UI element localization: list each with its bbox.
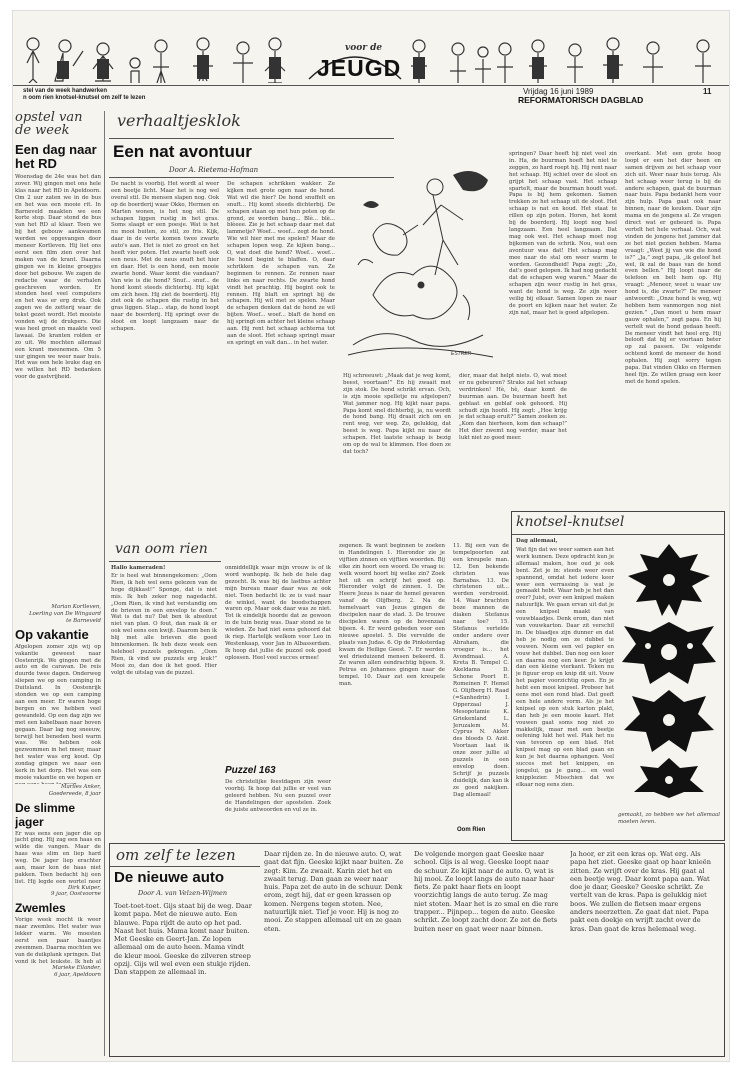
- oom-rien-col-3: zegenen. Ik want beginnen te zoeken in Handelingen 1. Hierondor zie je vijftien zinnen en vijftien woorden. Bij elke zin hoort een woord. De vraag is: welk woord hoort bij welke zin? Zoek het uit en schrijf het goed op. Hieronder volgt de zinnen. 1. De Heere Jezus is naar de hemel gevaren vanaf de Olijfberg. 2. Na de hemelvaart van Jezus gingen de discipelen naar de stad. 3. De trouwe discipelen waren op de bovenzaal bijeen. 4. Er werd gebeden voor een nieuwe apostel. 5. Die vervulde de plaats van Judas. 6. Op de Pinksterdag kwam de Heilige Geest. 7. Er werden wel drieduizend mensen bekeerd. 8. Ze waren allen eendrachtig bijeen. 9. Petrus en Johannes gingen naar de tempel. 10. Daar zat een kreupele man.: [339, 543, 445, 688]
- story-headline: Een nat avontuur: [113, 142, 252, 161]
- article-slimme-jager-body: Er was eens een jager die op jacht ging. Hij zag een haas en wilde die vangen. Maar de haas was slim en liep hard weg. De jager liep erachter aan, maar kon de haas niet pakken. Toen bedacht hij een list. Hij legde een wortel neer: [15, 830, 101, 885]
- knutsel-box: [511, 511, 725, 841]
- headline-op-vakantie: Op vakantie: [15, 626, 89, 642]
- sig-name: Marieke Eilander,: [52, 965, 101, 972]
- story-col-2: De schapen schrikken wakker. Ze kijken met grote ogen naar de hond. Wat wil die hier? De hond snuffelt en snuft... Hij komt steeds dichterbij. De schapen staan op met hun poten op de grond, ze worden bang... Blè... blè... blèeee. Zie je het schaap daar met dat lammetje? Woef... woef... zegt de hond. Wie wil hier met me spelen? Maar de schapen lopen weg. Ze kijken bang... O, wat doet die hond? Woef... woef... De hond begint te blaffen. O, daar schrikken de schapen van. Ze beginnen te rennen. Ze rennen naar links en naar rechts. De zwarte hond vindt het prachtig. Hij begint ook te rennen. Hij blaft en springt bij de schapen. Hij wil met ze spelen. Maar de schapen denken dat de hond ze wil bijten. Woef... woef... blaft de hond en hij springt om achter het kleine schaap aan. Hij rent het schaap achterna tot aan de sloot. Het schaap springt maar en springt en valt dan... in het water.: [227, 181, 335, 346]
- story-col-3: Hij schreeuwt: „Maak dat je weg komt, beest, voortaan!” En hij zwaait met zijn stok. De hond schrikt ervan. Och, is zijn mooie spelletje nu afgelopen? Wat jammer nog. Hij kijkt naar papa. Papa komt snel dichterbij, ja, nu wordt de hond bang. Hij draait zich om en rent weg, ver weg. Zo, gelukkig, dat beest is weg. Papa kijkt nu naar de schapen. Het laatste schaap is bezig om op de wal te klimmen. Hoe doen ze dat toch?: [343, 373, 451, 455]
- oom-rien-rule: [109, 561, 221, 562]
- section-opstel: opstel van de week: [15, 111, 83, 138]
- sig-name: Marlies Anker,: [61, 783, 101, 790]
- section-zelf-lezen: om zelf te lezen: [116, 846, 236, 864]
- section-knutsel: knotsel-knutsel: [516, 514, 625, 530]
- zelf-lezen-box: [109, 843, 725, 1057]
- page-number: 11: [703, 87, 712, 96]
- left-column: [15, 111, 101, 1056]
- paper-cut-figure: [618, 540, 720, 802]
- story-rule: [109, 138, 394, 139]
- newspaper-title: REFORMATORISCH DAGBLAD: [518, 95, 644, 103]
- article-op-vakantie-sig: [15, 784, 101, 798]
- headline-zwemles: Zwemles: [15, 901, 66, 916]
- headline-een-dag: Een dag naar het RD: [15, 142, 97, 171]
- oom-rien-signoff: Oom Rien: [457, 827, 486, 833]
- story-col-1: De nacht is voorbij. Het wordt al weer een beetje licht. Maar het is nog wel overal stil. De mensen slapen nog. Ook op de boerderij waar Okko, Hermen en Marten wonen, is het nog stil. De schapen liggen rustig in het gras. Soms slaapt er een poesje. Wat is het nu mooi buiten, zo stil, zo fris. Kijk, daar in de verte komen twee zwarte auto's aan. Het is niet zo groot en het heeft vier poten. Het zwarte heeft ook een neus. Met de neus snuft het hier en daar. Het is een hond, een mooie zwarte hond. Waar komt die vandaan? Van wie is die hond? Snuf... snuf... de hond komt steeds dichterbij. Hij kijkt om zich heen. Hij ziet de boerderij. Hij ziet ook de schapen die rustig in het gras liggen. Stap... stap, de hond loopt naar de boerderij. Hij springt over de sloot en loopt langzaam naar de schapen.: [111, 181, 219, 333]
- issue-date: Vrijdag 16 juni 1989: [523, 87, 594, 96]
- zelf-lezen-headline: De nieuwe auto: [114, 869, 225, 886]
- puzzle-intro: De christelijke feestdagen zijn weer voorbij. Ik hoop dat jullie er veel van geleerd hebben. Nu een puzzel over de Handelingen der apostelen. Zoek de juiste antwoorden en vul ze in.: [225, 779, 331, 813]
- zelf-lezen-byline: Door A. van Velzen-Wijmen: [138, 889, 228, 897]
- left-column-divider: [104, 111, 105, 1056]
- zelf-lezen-col-4: Ja hoor, er zit een kras op. Wat erg. Als papa het ziet. Geeske gaat op haar knieën zitten. Ze wrijft over de kras. Hij gaat al een beetje weg. Daar komt papa aan. Wat doe je daar, Geeske? Geeske schrikt. Ze vertelt van de kras. Papa is gelukkig niet boos. We zullen de fietsen maar ergens anders neerzetten. Ze gaat dat niet. Papa pakt een doekje en wrijft zacht over de kras. Dan gaat de kras helemaal weg.: [570, 850, 711, 933]
- sig-place: 9 jaar, Oostvoorne: [50, 891, 101, 898]
- knutsel-caption: gemaakt, zo hebben we het allemaal moeten leren.: [618, 812, 720, 825]
- story-col-6: overkant. Met een grote boog loopt er een het dier heen en samen drijven ze het schaap voor zich uit. Weer naar huis terug. Als het schaap weer terug is bij de andere schapen, gaat de buurman naar huis. Papa bedankt hem voor zijn hulp. Papa gaat ook naar binnen, naar de keuken. Daar zijn mama en de jongens al. Ze vragen direct wat er gebeurd is. Papa vertelt het hele verhaal. Och, wat vinden de jongens het jammer dat ze het niet gezien hebben. Mama vraagt: „Weet jij van wie die hond is?” „Ja,” zegt papa, „ik geloof het wel, ik zal de baas van de hond even bellen.” Hij loopt naar de telefoon en belt hem op. Hij vraagt: „Meneer, weet u waar uw hond is, die zwarte?” De meneer antwoordt: „Onze hond is weg, wij hebben hem vanmorgen nog niet gezien.” „Dan moet u hem maar gauw ophalen,” zegt papa. En hij vertelt wat de hond gedaan heeft. De meneer vindt het heel erg. Hij belooft dat hij er voortaan beter op zal passen. De volgende ochtend komt de meneer de hond ophalen. Hij zegt sorry tegen papa. Dat vinden Okko en Hermen heel fijn. Ze willen graag een keer met de hond spelen.: [625, 151, 721, 385]
- sig-name: Dirk Kuiper,: [67, 884, 101, 891]
- sig-place: Goedereede, 8 jaar: [48, 790, 101, 797]
- zelf-lezen-rule: [110, 866, 260, 867]
- section-oom-rien: van oom rien: [115, 541, 208, 557]
- oom-rien-section: [109, 541, 509, 841]
- section-verhaaltjesklok: verhaaltjesklok: [117, 111, 241, 130]
- masthead-logo: [305, 41, 405, 83]
- sig-place: 6 jaar, Apeldoorn: [54, 972, 101, 979]
- story-illustration: [343, 145, 499, 365]
- zelf-lezen-col-1: Toet-toet-toet. Gijs staat bij de weg. Daar komt papa. Met de nieuwe auto. Een blauwe. Papa rijdt de auto op het pad. Naast het huis. Mama komt naar buiten. Met Geeske en Geert-Jan. Ze lopen allemaal om de auto heen. Mama vindt de kleur mooi. Geeske de zilveren streep opzij. Gijs wil wel even een stukje rijden. Dan stappen ze allemaal in.: [114, 902, 252, 977]
- masthead-left-line2: n oom rien knotsel-knutsel om zelf te lezen: [23, 95, 146, 101]
- illustration-signature: ESTRER: [451, 351, 472, 357]
- oom-rien-greeting: Hallo kameraden!: [111, 565, 166, 571]
- logo-main-text: JEUGD: [317, 55, 402, 81]
- logo-top-text: voor de: [345, 43, 383, 53]
- story-col-4: dier, maar dat helpt niets. O, wat moet er nu gebeuren? Straks zal het schaap verdrinken! Hè, hè, daar komt de buurman aan. De buurman heeft het geblaat en geblaf ook gehoord. Hij schudt zijn hoofd. Hij zegt: „Hoe krijg je dat schaap eruit?” Samen zoeken ze. „Kom dan hierheen, kom dan schaap!” Het dier zwemt nog verder, maar het lukt niet zo goed meer.: [459, 373, 567, 442]
- article-zwemles-body: Vorige week mocht ik weer naar zwemles. Het water was lekker warm. We moesten eerst een paar baantjes zwemmen. Daarna mochten we van de duikplank springen. Dat vond ik het leukste. Ik heb al: [15, 917, 101, 965]
- story-col-5: springen? Daar heeft hij niet veel zin in. Ha, de buurman hoeft het niet te zeggen, zo hard roept hij. Hij rent naar het schaap. Hij schiet over de sloot en grijpt het schaap vast. Het schaap spartelt, maar de buurman houdt vast. Papa is bij hem gekomen. Samen trekken ze het schaap uit de sloot. Het schaap is nat en koud. Het staat te rillen op zijn poten. Horen, het komt bij de boerderij. Hij loopt nog heel langzaam. Een heel langzaam. Dat mag ook wel. Het schaap moet nog bijkomen van de schrik. Nou, wat een avontuur was dat! Het schaap mag mee naar de stal om weer warm te worden. Gezondheid! Papa zegt: „Zo, dat's goed gelopen. Ik had nog gedacht dat de schapen weg waren.” Maar de schapen zijn weer rustig in het gras, want de hond is weg. Ze zijn weer veilig bij elkaar. Samen lopen ze naar de poort en kijken naar het water. Ze zijn nat, maar het is goed afgelopen.: [509, 151, 617, 316]
- newspaper-page: [12, 10, 730, 1062]
- article-op-vakantie-body: Afgelopen zomer zijn wij op vakantie geweest naar Oostenrijk. We gingen met de auto en de caravan. De reis duurde twee dagen. Onderweg sliepen we op een camping in Duitsland. In Oostenrijk stonden we op een camping aan een meer. Er waren hoge bergen en we hebben veel gewandeld. Op een dag zijn we met een kabelbaan naar boven gegaan. Daar lag nog sneeuw, terwijl het beneden heel warm was. We hebben ook gezwommen in het meer, maar het water was erg koud. Op zondag gingen we naar een kerk in het dorp. Het was een mooie vakantie en we hopen er: [15, 643, 101, 781]
- oom-rien-col-1: Er is heel wat binnengekomen: „Oom Rien, ik heb wel eens gelezen van de hoge dijkkast!” Sponge, dat is niet mis. Ik heb zeker nog nagedacht. „Oom Rien, ik vind het verstandig om de brieven in een envelop te doen.” Wat is dat nu? Dat ben ik absoluut niet van plan. O fout, dan raak ik er ook wel eens een kwijt. Daarom ben ik blij met alle brieven die goed binnenkomen. Ik heb deze week een heleboel puzzels gekregen. „Oom Rien, ik vind uw puzzels erg leuk!” Mooi zo, dan doe ik het goed. Hier volgt de uitslag van de puzzel.: [111, 573, 217, 676]
- article-een-dag-sig: [15, 604, 101, 625]
- knutsel-body: Wat fijn dat we weer samen aan het werk kunnen. Deze opdracht kun je allemaal maken, hoe oud je ook bent. Zet je in: steeds weer even spannend, omdat het iedere keer weer een verrassing is wat je gemaakt hebt. Waar heb je het dan over? Juist, over een knipsel maken natuurlijk. We gaan ervan uit dat je een knipsel maakt van vouwblaadjes. Denk erom, dan niet van vouwkarton. Daar zit verschil in. De blaadjes zijn dunner en dat heb je nodig om ze dubbel te vouwen. Neem een vel papier en vouw het dubbel. Dan nog een keer en daarna nog een keer. Je krijgt dan een kleine vierkant. Teken nu je figuur erop en knip dit uit. Vouw het papier voorzichtig open. En je hebt een mooi knipsel. Probeer het eens met een rond blad. Dat geeft een hele andere vorm. Als je het knipsel op een stuk karton plakt, dan heb je een mooie kaart. Het vouwen gaat soms nog niet zo makkelijk, maar met een beetje oefening lukt het wel. Plak het nu van tevoren op een blad. Het knipsel mag op een blad gaan en kun je het daarna ophangen. Veel succes met het knippen, en jongelui, ga je gang... en veel knipplezier. Misschien dat we elkaar nog eens zien.: [516, 547, 614, 788]
- masthead-rule-top: [13, 85, 729, 86]
- story-byline: Door A. Rietema-Hofman: [169, 166, 259, 174]
- masthead: [13, 11, 729, 103]
- headline-slimme-jager: De slimme jager: [15, 800, 76, 829]
- sig-place: Loerling van De Wingaard te Barneveld: [29, 610, 101, 624]
- article-zwemles-sig: [15, 965, 101, 979]
- masthead-left-line1: stel van de week handwerken: [23, 88, 108, 94]
- article-slimme-jager-sig: [15, 885, 101, 899]
- puzzle-title: Puzzel 163: [225, 765, 276, 776]
- sig-name: Marian Kortleven,: [51, 604, 101, 610]
- zelf-lezen-col-3: De volgende morgen gaat Geeske naar school. Gijs is al weg. Geeske loopt naar de schuur. Ze kijkt naar de auto. O, wat is hij mooi. Ze loopt langs de auto naar haar fiets. Ze pakt haar fiets en loopt voorzichtig langs de auto terug. Ze mag niet stoten. Maar het is zo smal en die rare trapper... Pijnpep... tegen de auto. Geeske schrikt. Ze loopt zacht door. Ze zet de fiets buiten neer en gaat weer naar binnen.: [414, 850, 559, 933]
- oom-rien-col-2: onmiddellijk waar mijn vrouw is of ik word wanhopig. Ik heb de hele dag gezocht. Ik was bij de lastbus achter mijn bureau maar daar was ze ook niet. Toen bedacht ik: ze is vast naar de winkel, want de boodschappen waren op. Maar ook daar was ze niet. Tot ik eindelijk hoorde dat ze gewoon in de tuin bezig was. Daar stond ze te wieden. Ze had niet eens gehoord dat ik riep. Hartelijk welkom voor Leo in Westenkaap, voor Jan in Albasserdam. Ik hoop dat jullie de puzzel ook goed oplossen. Heel veel succes ermee!: [225, 565, 331, 661]
- oom-rien-col-4: 11. Bij een van de tempelpoorten zat een kreupele man. 12. Een bekende christen was Barnabas. 13. De christenen uit... werden verstrooid. 14. Waar brachten boze mannen de diaken Stefanus naar toe? 15. Stefanus vertelde onder andere over Abraham, die vroeger is... het Avondmaal. A. Kreta B. Tempel C. Akeldama D. Schone Poort E. Romeinen F. Hemel G. Olijfberg H. Raad (=Sanhedrin) I. Opperzaal J. Mesopotamie K. Griekenland L. Jeruzalem M. Cyprus N. Akker des bloeds O. Azië. Voortaan laat ik onze zeer jullie al puzzels in een envelop doen. Schrijf je puzzels duidelijk, dan kan ik ze goed nakijken. Dag allemaal!: [453, 543, 509, 798]
- knutsel-greeting: Dag allemaal,: [516, 538, 558, 544]
- zelf-lezen-col-2: Daar rijden ze. In de nieuwe auto. O, wat gaat dat fijn. Geeske kijkt naar buiten. Ze zegt: Kim. Ze zwaait. Karin ziet het en zwaait terug. Dan gaan ze weer naar huis. Papa zet de auto in de schuur. Denk erom, zegt hij, dat er geen krassen op komen. Nergens tegen stoten. Nee, natuurlijk niet. Tief je voor. Hij is nog zo mooi. Ze stappen allemaal uit en ze gaan eten.: [264, 850, 404, 933]
- knutsel-rule: [512, 534, 724, 535]
- article-een-dag-body: Woensdag de 24e was het dan zover. Wij gingen met ons hele klas naar het RD in Apeldoorn. Om 2 uur zaten we in de bus en het was een mooie rit. In Barneveld maakten we een korte stop. Daar stond de bus van het RD al klaar. Toen we bij het gebouw aankwamen werden we opgevangen door meneer Kortleven. Hij liet ons eerst een film zien over het maken van de krant. Daarna gingen we in kleine groepjes door het gebouw. We zagen de redactie waar de verhalen geschreven worden. Er stonden heel veel computers en het was er erg druk. Ook zagen we de zetterij waar de tekst gezet wordt. Het mooiste vonden wij de drukpers. Die was heel groot en maakte veel lawaai. De kranten rolden er zo uit. We mochten allemaal een krant meenemen. Om 5 uur gingen we weer naar huis. Het was een hele leuke dag en we willen het RD bedanken voor de gastvrijheid.: [15, 174, 101, 381]
